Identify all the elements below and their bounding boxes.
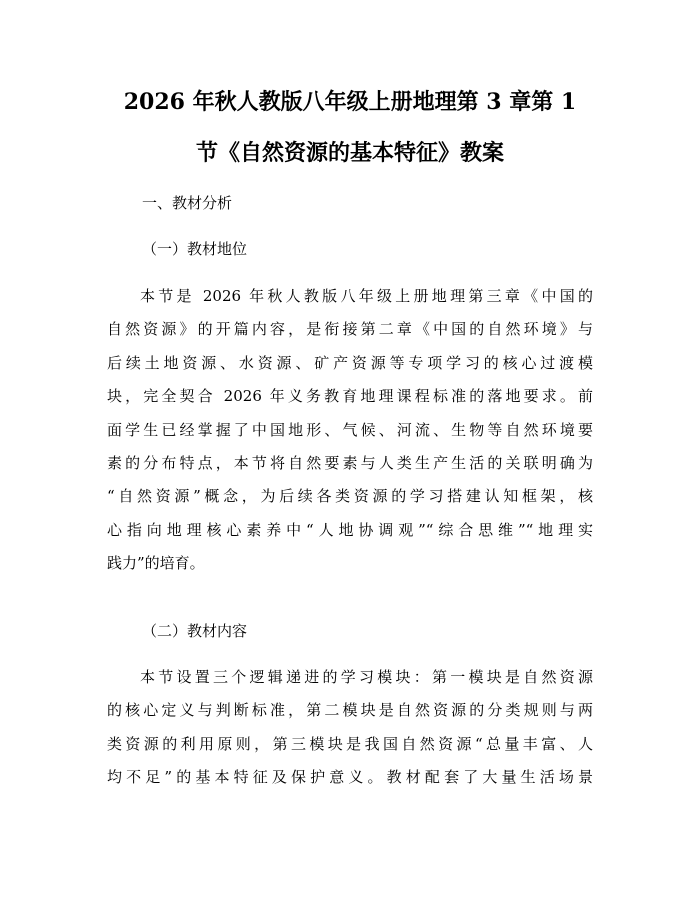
paragraph-line: “自然资源”概念，为后续各类资源的学习搭建认知框架，核 <box>107 487 593 505</box>
subsection-heading-textbook-content: （二）教材内容 <box>142 622 248 640</box>
subsection-heading-textbook-position: （一）教材地位 <box>142 240 248 258</box>
paragraph-line: 自然资源》的开篇内容，是衔接第二章《中国的自然环境》与 <box>107 320 593 338</box>
section-heading-textbook-analysis: 一、教材分析 <box>142 194 233 212</box>
paragraph-line: 的核心定义与判断标准，第二模块是自然资源的分类规则与两 <box>107 701 593 719</box>
paragraph-line: 均不足”的基本特征及保护意义。教材配套了大量生活场景 <box>107 768 593 786</box>
document-title-line-2: 节《自然资源的基本特征》教案 <box>195 140 504 166</box>
paragraph-line: 本节设置三个逻辑递进的学习模块：第一模块是自然资源 <box>140 668 593 686</box>
paragraph-line: 后续土地资源、水资源、矿产资源等专项学习的核心过渡模 <box>107 354 593 372</box>
paragraph-line: 面学生已经掌握了中国地形、气候、河流、生物等自然环境要 <box>107 421 593 439</box>
paragraph-line: 本节是 2026 年秋人教版八年级上册地理第三章《中国的 <box>140 287 593 305</box>
paragraph-line: 块，完全契合 2026 年义务教育地理课程标准的落地要求。前 <box>107 387 593 405</box>
paragraph-line: 类资源的利用原则，第三模块是我国自然资源“总量丰富、人 <box>107 735 593 753</box>
document-title-line-1: 2026 年秋人教版八年级上册地理第 3 章第 1 <box>123 89 577 115</box>
paragraph-line: 践力”的培育。 <box>107 554 205 572</box>
paragraph-line: 心指向地理核心素养中“人地协调观”“综合思维”“地理实 <box>107 521 593 539</box>
paragraph-line: 素的分布特点，本节将自然要素与人类生产生活的关联明确为 <box>107 454 593 472</box>
